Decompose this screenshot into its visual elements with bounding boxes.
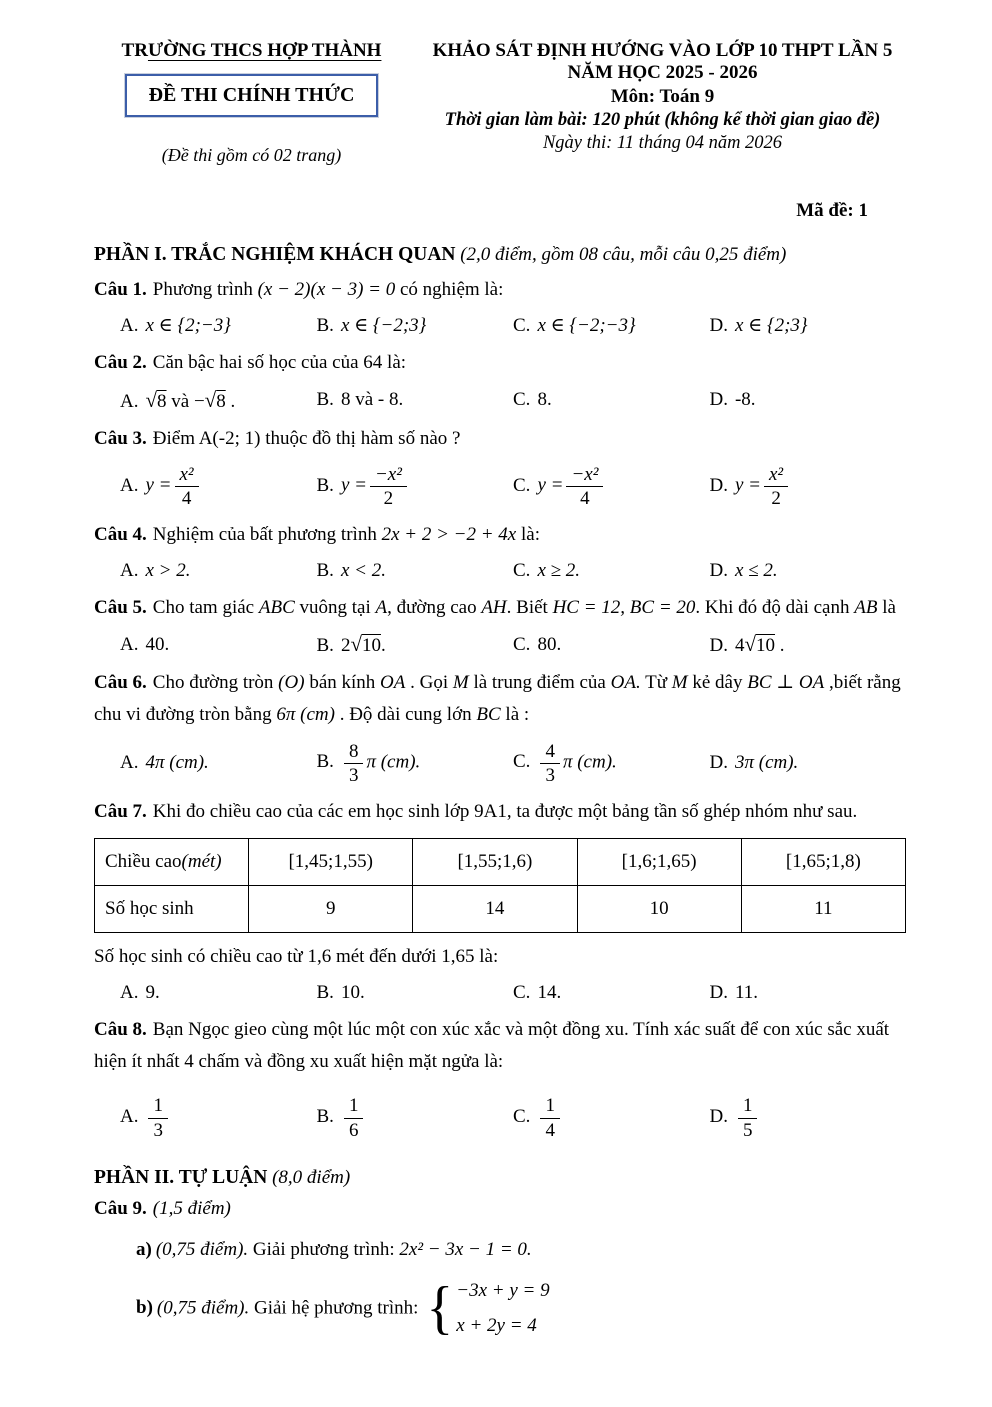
option-text: 80.: [537, 633, 562, 655]
question-4-stem: [94, 519, 906, 551]
question-1-stem: [94, 274, 906, 306]
option-a: [120, 463, 317, 510]
question-8-options: [94, 1094, 906, 1141]
option-letter: A.: [120, 559, 139, 581]
option-letter: C.: [513, 389, 531, 411]
math-var: A: [375, 596, 388, 618]
option-text: .: [775, 635, 785, 657]
option-letter: B.: [316, 1105, 334, 1127]
fraction: [566, 464, 603, 510]
option-letter: A.: [120, 474, 139, 496]
radicand: 10: [756, 635, 776, 657]
question-3-stem: [94, 423, 906, 455]
math-var: M: [671, 672, 688, 694]
option-letter: B.: [316, 315, 334, 337]
table-cell-interval: [1,45;1,55): [249, 839, 413, 886]
option-math: x ∈ {−2;−3}: [537, 315, 636, 337]
option-d: [710, 752, 907, 774]
option-d: [710, 463, 907, 510]
option-lead: y =: [145, 474, 172, 496]
option-letter: C.: [513, 474, 531, 496]
stem-text: Phương trình: [152, 279, 258, 300]
option-math: x ≤ 2.: [734, 559, 778, 581]
option-b: [317, 463, 514, 510]
table-row-values: [95, 886, 906, 933]
option-lead: y =: [340, 474, 367, 496]
option-b: [317, 632, 514, 657]
fraction-denominator: 5: [742, 1119, 753, 1141]
option-letter: C.: [513, 559, 531, 581]
table-cell-height-label: [95, 839, 249, 886]
option-math: x ≥ 2.: [537, 559, 581, 581]
fraction-denominator: 4: [181, 488, 192, 510]
stem-text: Nghiệm của bất phương trình: [152, 524, 382, 546]
stem-text: có nghiệm là:: [395, 279, 504, 300]
school-name-underlined: ƯỜNG THCS HỢP THÀNH: [147, 40, 382, 61]
stem-text: là:: [516, 524, 540, 546]
question-9a: [136, 1235, 906, 1265]
fraction-numerator: x²: [764, 464, 788, 487]
question-2: [94, 347, 906, 412]
stem-number: 64: [363, 352, 383, 374]
option-lead: y =: [537, 474, 564, 496]
math-var: ABC: [258, 596, 295, 618]
fraction-denominator: 3: [348, 764, 359, 786]
item-a-text: Giải phương trình:: [248, 1239, 400, 1261]
sqrt-expr: [204, 387, 226, 412]
option-letter: C.: [513, 981, 531, 1003]
question-5-stem: [94, 592, 906, 624]
option-letter: A.: [120, 390, 139, 412]
option-letter: D.: [709, 1105, 728, 1127]
option-letter: B.: [316, 751, 334, 773]
math-var: OA: [380, 672, 406, 694]
option-a: [120, 560, 317, 582]
sqrt-expr: [145, 387, 167, 412]
question-6-label: Câu 6.: [94, 672, 147, 694]
item-b-points: (0,75 điểm).: [156, 1296, 250, 1318]
table-cell-value: 11: [741, 886, 905, 933]
question-6-options: [94, 740, 906, 787]
option-d: [710, 982, 907, 1004]
question-7: [94, 796, 906, 1004]
option-d: [710, 1094, 907, 1141]
system-equation-1: −3x + y = 9: [456, 1279, 550, 1301]
option-letter: D.: [709, 635, 728, 657]
stem-text: ,biết rằng chu vi đường tròn bằng: [94, 672, 901, 726]
question-8: [94, 1014, 906, 1141]
table-cell-value: 10: [577, 886, 741, 933]
exam-date: Ngày thi: 11 tháng 04 năm 2026: [542, 133, 783, 153]
math-expr: 2x + 2 > −2 + 4x: [381, 524, 517, 546]
option-lead: y =: [734, 474, 761, 496]
radical-icon: √: [744, 632, 757, 657]
option-c: [513, 634, 710, 656]
radical-icon: √: [145, 387, 158, 412]
option-letter: C.: [513, 315, 531, 337]
item-a-equation: 2x² − 3x − 1 = 0.: [399, 1239, 532, 1261]
math-var: M: [452, 672, 469, 694]
math-var: OA.: [610, 672, 641, 694]
pages-note: (Đề thi gồm có 02 trang): [161, 145, 342, 165]
part2-points-note: (8,0 điểm): [272, 1166, 351, 1188]
option-letter: A.: [120, 633, 139, 655]
fraction-numerator: x²: [175, 464, 199, 487]
stem-text: . Khi đó độ dài cạnh: [695, 596, 855, 618]
exam-subject: Môn: Toán 9: [610, 86, 715, 107]
stem-text: bán kính: [304, 672, 381, 694]
math-expr: HC = 12, BC = 20: [552, 596, 696, 618]
stem-text: Căn bậc hai số học của của: [152, 352, 364, 374]
question-7-stem: [94, 796, 906, 828]
part1-points-note: (2,0 điểm, gồm 08 câu, mỗi câu 0,25 điểm): [460, 244, 787, 265]
fraction-denominator: 6: [348, 1119, 359, 1141]
fraction-numerator: −x²: [370, 464, 407, 487]
math-var: BC: [476, 704, 501, 726]
fraction: [148, 1095, 168, 1141]
question-5: [94, 592, 906, 657]
fraction-numerator: 1: [148, 1095, 168, 1118]
question-6: [94, 667, 906, 786]
math-var: AB: [854, 596, 878, 618]
table-cell-value: 14: [413, 886, 577, 933]
fraction: [738, 1095, 758, 1141]
option-math: π (cm).: [562, 751, 617, 773]
option-text: 9.: [145, 981, 160, 1003]
option-text: -8.: [734, 389, 756, 411]
fraction-numerator: 1: [738, 1095, 758, 1118]
item-a-points: (0,75 điểm).: [155, 1239, 249, 1261]
option-a: [120, 314, 317, 337]
option-letter: D.: [709, 389, 728, 411]
question-9-label: Câu 9.: [94, 1197, 147, 1219]
question-4-label: Câu 4.: [94, 524, 147, 546]
question-7-post: Số học sinh có chiều cao từ 1,6 mét đến dưới 1,65 là:: [94, 946, 499, 968]
option-letter: D.: [709, 559, 728, 581]
option-a: [120, 1094, 317, 1141]
option-letter: C.: [513, 1105, 531, 1127]
coefficient: 4: [734, 635, 745, 657]
option-letter: A.: [120, 981, 139, 1003]
option-c: [513, 740, 710, 787]
radicand: 8: [216, 390, 226, 412]
option-a: [120, 982, 317, 1004]
option-d: [710, 560, 907, 582]
stem-text: Cho đường tròn: [152, 672, 279, 694]
option-text: 14.: [537, 981, 562, 1003]
option-letter: B.: [316, 559, 334, 581]
fraction: [370, 464, 407, 510]
option-a: [120, 388, 317, 413]
question-6-stem: [94, 667, 906, 732]
question-3-options: [94, 463, 906, 510]
option-letter: D.: [709, 315, 728, 337]
option-letter: B.: [316, 635, 334, 657]
exam-header: [94, 40, 906, 166]
option-letter: A.: [120, 751, 139, 773]
stem-text: là :: [500, 704, 530, 726]
option-b: [317, 1094, 514, 1141]
system-brace-icon: {: [426, 1275, 454, 1341]
option-text: 11.: [734, 981, 759, 1003]
option-math: x ∈ {2;3}: [734, 315, 808, 337]
duration-main: Thời gian làm bài: 120 phút: [444, 110, 665, 130]
question-1-options: [94, 314, 906, 337]
option-a: [120, 752, 317, 774]
radical-icon: √: [204, 387, 217, 412]
question-8-stem: [94, 1014, 906, 1079]
system-equations: [456, 1276, 549, 1342]
fraction: [540, 741, 560, 787]
option-letter: A.: [120, 315, 139, 337]
question-9-points: (1,5 điểm): [152, 1197, 231, 1219]
option-c: [513, 463, 710, 510]
option-letter: C.: [513, 751, 531, 773]
sqrt-expr: [350, 632, 381, 657]
fraction-denominator: 3: [545, 764, 555, 786]
fraction-denominator: 2: [383, 488, 394, 510]
stem-text: Từ: [640, 672, 672, 694]
header-left-column: [94, 40, 409, 166]
exam-title-line2: NĂM HỌC 2025 - 2026: [567, 62, 758, 83]
sqrt-expr: [744, 632, 776, 657]
table-cell-count-label: Số học sinh: [95, 886, 249, 933]
duration-note: (không kể thời gian giao đề): [664, 110, 881, 130]
fraction-denominator: 4: [545, 1119, 555, 1141]
option-c: [513, 560, 710, 582]
coefficient: 2: [340, 635, 351, 657]
fraction-numerator: 4: [540, 741, 560, 764]
fraction: [175, 464, 199, 510]
question-1-label: Câu 1.: [94, 279, 147, 300]
stem-text: Khi đo chiều cao của các em học sinh lớp 9A1, ta được một bảng tần số ghép nhóm như sau.: [152, 801, 858, 823]
option-d: [710, 389, 907, 411]
option-letter: B.: [316, 981, 334, 1003]
table-row-header: [95, 839, 906, 886]
option-text: và −: [166, 390, 205, 412]
table-cell-interval: [1,55;1,6): [413, 839, 577, 886]
option-text: 8 và - 8.: [340, 389, 404, 411]
fraction: [344, 1095, 364, 1141]
option-letter: A.: [120, 1105, 139, 1127]
item-b-text: Giải hệ phương trình:: [249, 1296, 419, 1318]
header-unit: (mét): [181, 851, 222, 873]
question-5-options: [94, 632, 906, 657]
option-text: 40.: [145, 633, 170, 655]
stem-text: là trung điểm của: [468, 672, 611, 694]
fraction-numerator: −x²: [566, 464, 603, 487]
stem-text: là:: [382, 352, 407, 374]
option-c: [513, 1094, 710, 1141]
stem-text: . Biết: [506, 596, 553, 618]
item-a-label: a): [136, 1239, 152, 1261]
option-math: 4π (cm).: [145, 751, 209, 773]
fraction-numerator: 1: [540, 1095, 560, 1118]
header-label: Chiều cao: [105, 851, 182, 873]
school-name: [94, 40, 409, 62]
fraction-numerator: 8: [344, 741, 364, 764]
option-math: 3π (cm).: [734, 751, 799, 773]
option-b: [317, 560, 514, 582]
option-b: [317, 740, 514, 787]
question-1: [94, 274, 906, 337]
fraction-denominator: 4: [580, 488, 590, 510]
option-c: [513, 389, 710, 411]
option-b: [317, 982, 514, 1004]
math-expr: 6π (cm): [276, 704, 335, 726]
table-cell-interval: [1,6;1,65): [577, 839, 741, 886]
radicand: 8: [157, 390, 167, 412]
fraction-numerator: 1: [344, 1095, 364, 1118]
math-expr: (x − 2)(x − 3) = 0: [257, 279, 396, 300]
option-text: 8.: [537, 389, 552, 411]
option-math: x < 2.: [340, 559, 386, 581]
stem-text: . Gọi: [405, 672, 453, 694]
stem-text: kẻ dây: [687, 672, 748, 694]
table-cell-value: 9: [249, 886, 413, 933]
part2-heading: [94, 1167, 906, 1189]
option-math: x ∈ {−2;3}: [340, 315, 427, 337]
frequency-table: [94, 838, 906, 933]
option-letter: C.: [513, 633, 531, 655]
option-letter: B.: [316, 474, 334, 496]
option-math: x ∈ {2;−3}: [145, 315, 231, 337]
official-exam-box: ĐỀ THI CHÍNH THỨC: [125, 74, 379, 117]
fraction-denominator: 2: [771, 488, 781, 510]
question-8-label: Câu 8.: [94, 1018, 147, 1040]
part1-heading: [94, 244, 906, 266]
fraction-denominator: 3: [153, 1119, 163, 1141]
question-9: [94, 1193, 906, 1341]
radicand: 10: [361, 635, 381, 657]
exam-code: Mã đề: 1: [796, 200, 868, 221]
question-4: [94, 519, 906, 581]
option-c: [513, 314, 710, 337]
math-var: (O): [278, 672, 305, 694]
option-letter: D.: [709, 474, 728, 496]
option-text: 10.: [340, 981, 365, 1003]
stem-text: . Độ dài cung lớn: [334, 704, 477, 726]
option-math: x > 2.: [145, 559, 191, 581]
system-equation-2: x + 2y = 4: [456, 1314, 537, 1336]
exam-title-line1: KHẢO SÁT ĐỊNH HƯỚNG VÀO LỚP 10 THPT LẦN 5: [432, 40, 893, 61]
question-4-options: [94, 560, 906, 582]
option-a: [120, 634, 317, 656]
exam-duration: [419, 110, 906, 131]
question-9-stem: [94, 1193, 906, 1225]
stem-text: Bạn Ngọc gieo cùng một lúc một con xúc xắc và một đồng xu. Tính xác suất để con xúc sắc xuất hiện ít nhất 4 chấm và đồng xu xuất hiện mặt ngửa là:: [94, 1018, 890, 1073]
option-b: [317, 314, 514, 337]
question-2-label: Câu 2.: [94, 352, 147, 374]
math-expr: BC ⊥ OA: [747, 672, 825, 694]
option-c: [513, 982, 710, 1004]
math-var: AH: [481, 596, 507, 618]
question-3-label: Câu 3.: [94, 427, 147, 449]
stem-text: Điểm A(-2; 1) thuộc đồ thị hàm số nào ?: [152, 427, 461, 449]
stem-text: Cho tam giác: [152, 596, 259, 618]
table-cell-interval: [1,65;1,8): [741, 839, 905, 886]
part2-title: PHẦN II. TỰ LUẬN: [94, 1166, 268, 1188]
fraction: [764, 464, 788, 510]
option-b: [317, 389, 514, 411]
option-text: .: [225, 390, 236, 412]
option-math: π (cm).: [366, 751, 421, 773]
question-2-options: [94, 388, 906, 413]
stem-text: vuông tại: [294, 596, 376, 618]
fraction: [344, 741, 364, 787]
option-letter: D.: [709, 751, 728, 773]
fraction: [540, 1095, 560, 1141]
school-name-prefix: TR: [121, 40, 148, 61]
part1-title: PHẦN I. TRẮC NGHIỆM KHÁCH QUAN: [94, 244, 456, 265]
radical-icon: √: [350, 632, 362, 657]
question-5-label: Câu 5.: [94, 596, 147, 618]
question-7-label: Câu 7.: [94, 801, 147, 823]
question-2-stem: [94, 347, 906, 379]
option-d: [710, 632, 907, 657]
option-d: [710, 314, 907, 337]
option-letter: B.: [316, 389, 334, 411]
stem-text: , đường cao: [387, 596, 482, 618]
stem-text: là: [877, 596, 896, 618]
question-9b: [136, 1276, 906, 1342]
question-7-options: [94, 982, 906, 1004]
option-text: .: [380, 635, 386, 657]
question-3: [94, 423, 906, 510]
option-letter: D.: [709, 981, 728, 1003]
equation-system: [426, 1276, 549, 1342]
item-b-label: b): [136, 1296, 153, 1318]
header-right-column: [409, 40, 906, 166]
